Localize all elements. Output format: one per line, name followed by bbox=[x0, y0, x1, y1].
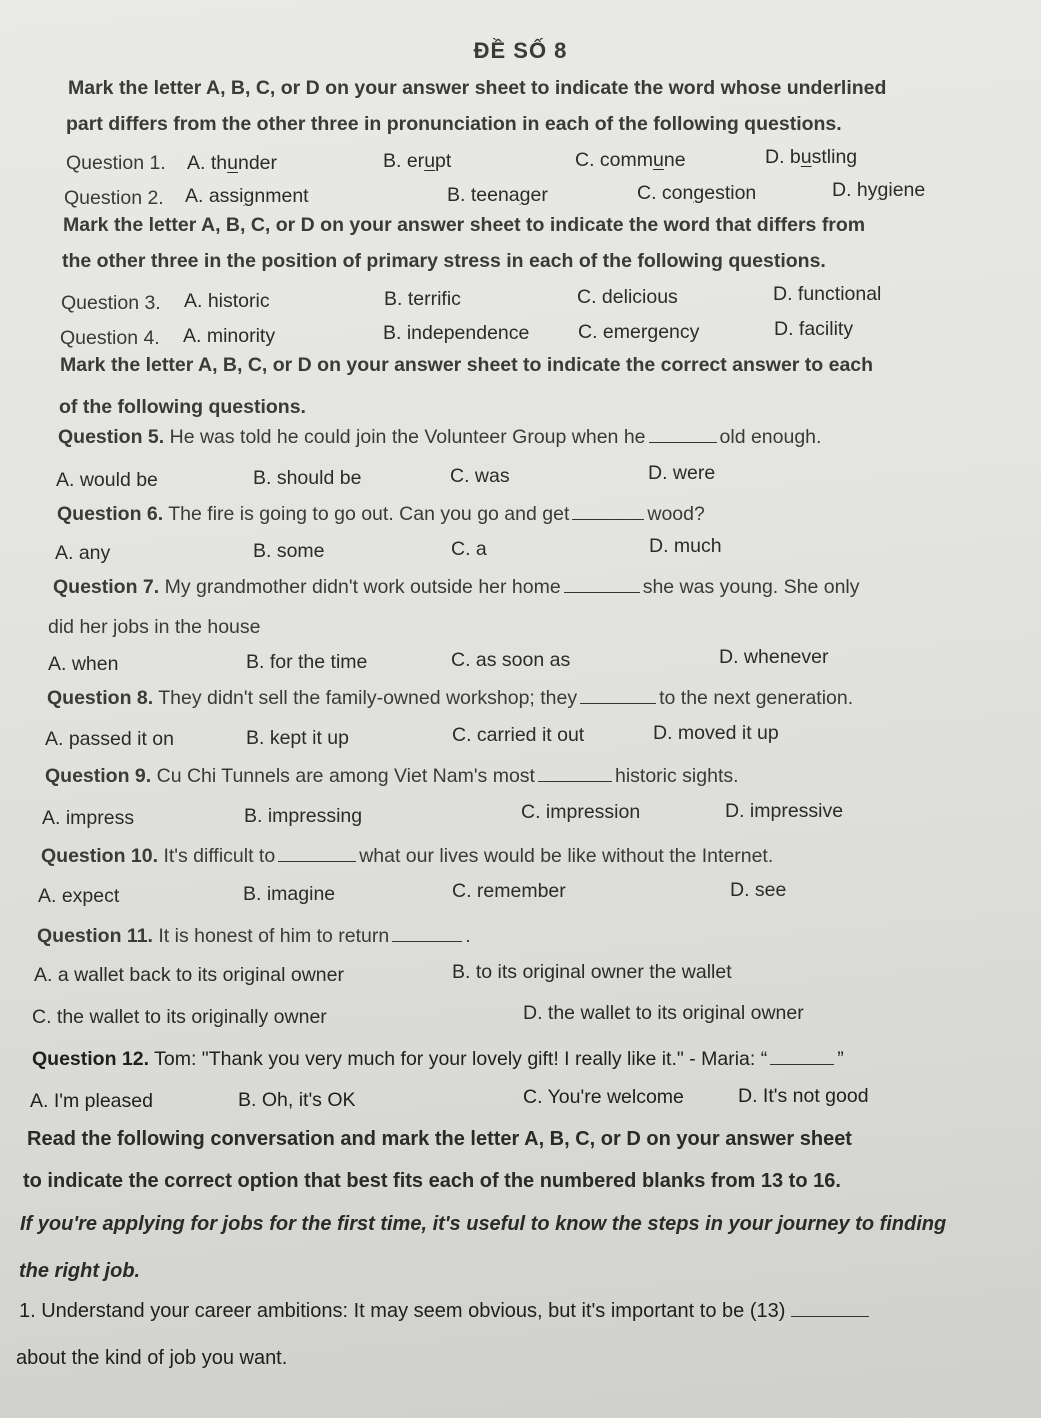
q1-option-b: B. erupt bbox=[383, 150, 452, 172]
q3-option-b: B. terrific bbox=[384, 288, 461, 310]
q4-option-b: B. independence bbox=[383, 322, 530, 344]
question-8-stem: Question 8. They didn't sell the family-owned workshop; they to the next generation. bbox=[47, 687, 854, 709]
q12-option-a: A. I'm pleased bbox=[30, 1090, 153, 1112]
question-10-stem: Question 10. It's difficult to what our lives would be like without the Internet. bbox=[41, 845, 774, 867]
question-5-stem: Question 5. He was told he could join the Volunteer Group when he old enough. bbox=[58, 426, 822, 448]
q5-option-a: A. would be bbox=[56, 469, 158, 491]
q2-option-b: B. teenager bbox=[447, 184, 548, 206]
section4-instruction-line2: to indicate the correct option that best fits each of the numbered blanks from 13 to 16. bbox=[23, 1170, 841, 1192]
q5-option-d: D. were bbox=[648, 462, 716, 484]
q7-option-d: D. whenever bbox=[719, 646, 829, 668]
section3-instruction-line1: Mark the letter A, B, C, or D on your answer sheet to indicate the correct answer to each bbox=[60, 354, 874, 376]
q7-option-a: A. when bbox=[48, 653, 119, 675]
question-4-label: Question 4. bbox=[60, 327, 160, 349]
question-12-stem: Question 12. Tom: "Thank you very much for your lovely gift! I really like it." - Maria: “ ” bbox=[32, 1048, 844, 1070]
passage-step1-line2: about the kind of job you want. bbox=[16, 1347, 288, 1369]
q8-option-b: B. kept it up bbox=[246, 727, 349, 749]
question-3-label: Question 3. bbox=[61, 292, 161, 314]
section2-instruction-line1: Mark the letter A, B, C, or D on your answer sheet to indicate the word that differs from bbox=[63, 214, 866, 236]
passage-intro-line1: If you're applying for jobs for the first time, it's useful to know the steps in your journey to finding bbox=[20, 1213, 947, 1235]
q9-option-a: A. impress bbox=[42, 807, 135, 829]
section1-instruction-line1: Mark the letter A, B, C, or D on your answer sheet to indicate the word whose underlined bbox=[68, 77, 887, 99]
q9-option-b: B. impressing bbox=[244, 805, 363, 827]
q11-option-a: A. a wallet back to its original owner bbox=[34, 964, 344, 986]
q8-option-c: C. carried it out bbox=[452, 724, 585, 746]
q5-option-b: B. should be bbox=[253, 467, 362, 489]
question-9-stem: Question 9. Cu Chi Tunnels are among Viet Nam's most historic sights. bbox=[45, 765, 739, 787]
section2-instruction-line2: the other three in the position of primary stress in each of the following questions. bbox=[62, 250, 826, 272]
q12-option-c: C. You're welcome bbox=[523, 1086, 684, 1108]
q2-option-d: D. hygiene bbox=[832, 179, 926, 201]
q4-option-c: C. emergency bbox=[578, 321, 700, 343]
passage-step1-line1: 1. Understand your career ambitions: It may seem obvious, but it's important to be (13) bbox=[19, 1300, 872, 1323]
q9-option-d: D. impressive bbox=[725, 800, 844, 822]
q2-option-a: A. assignment bbox=[185, 185, 309, 207]
q9-option-c: C. impression bbox=[521, 801, 641, 823]
section4-instruction-line1: Read the following conversation and mark the letter A, B, C, or D on your answer sheet bbox=[27, 1128, 852, 1150]
question-7-stem: Question 7. My grandmother didn't work outside her home she was young. She only bbox=[53, 576, 860, 598]
q8-option-a: A. passed it on bbox=[45, 728, 174, 750]
q12-option-d: D. It's not good bbox=[738, 1085, 869, 1107]
q8-option-d: D. moved it up bbox=[653, 722, 779, 744]
q3-option-c: C. delicious bbox=[577, 286, 678, 308]
q3-option-d: D. functional bbox=[773, 283, 882, 305]
q11-option-c: C. the wallet to its originally owner bbox=[32, 1006, 327, 1028]
q6-option-a: A. any bbox=[55, 542, 111, 564]
section3-instruction-line2: of the following questions. bbox=[59, 396, 306, 418]
q1-option-c: C. commune bbox=[575, 149, 686, 171]
q11-option-b: B. to its original owner the wallet bbox=[452, 961, 732, 983]
q7-option-b: B. for the time bbox=[246, 651, 368, 673]
q6-option-c: C. a bbox=[451, 538, 487, 560]
q3-option-a: A. historic bbox=[184, 290, 270, 312]
q7-option-c: C. as soon as bbox=[451, 649, 571, 671]
question-1-label: Question 1. bbox=[66, 152, 166, 174]
q2-option-c: C. congestion bbox=[637, 182, 757, 204]
q6-option-b: B. some bbox=[253, 540, 325, 562]
q5-option-c: C. was bbox=[450, 465, 510, 487]
q10-option-c: C. remember bbox=[452, 880, 566, 902]
question-7-stem-line2: did her jobs in the house bbox=[48, 616, 261, 638]
passage-intro-line2: the right job. bbox=[19, 1260, 141, 1282]
q1-option-a: A. thunder bbox=[187, 152, 277, 174]
q11-option-d: D. the wallet to its original owner bbox=[523, 1002, 804, 1024]
question-11-stem: Question 11. It is honest of him to return . bbox=[37, 925, 471, 947]
q10-option-b: B. imagine bbox=[243, 883, 336, 905]
q12-option-b: B. Oh, it's OK bbox=[238, 1089, 356, 1111]
q10-option-d: D. see bbox=[730, 879, 787, 901]
page-title: ĐỀ SỐ 8 bbox=[473, 38, 568, 63]
q4-option-a: A. minority bbox=[183, 325, 276, 347]
q10-option-a: A. expect bbox=[38, 885, 120, 907]
q1-option-d: D. bustling bbox=[765, 146, 858, 168]
question-2-label: Question 2. bbox=[64, 187, 164, 209]
q6-option-d: D. much bbox=[649, 535, 722, 557]
q4-option-d: D. facility bbox=[774, 318, 854, 340]
question-6-stem: Question 6. The fire is going to go out. Can you go and get wood? bbox=[57, 503, 705, 525]
section1-instruction-line2: part differs from the other three in pronunciation in each of the following questions. bbox=[66, 113, 842, 135]
